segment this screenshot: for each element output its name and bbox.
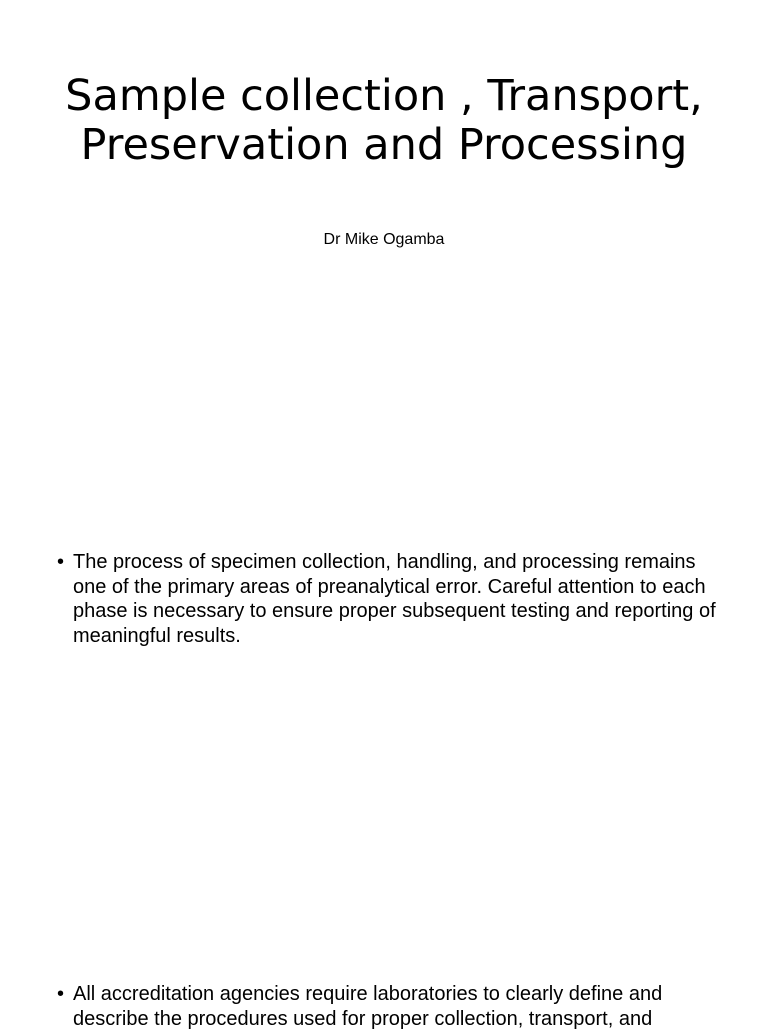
author-subtitle: Dr Mike Ogamba xyxy=(323,231,445,248)
bullet-dot: • xyxy=(57,551,65,573)
title-slide xyxy=(0,0,768,432)
bullet-dot: • xyxy=(57,983,65,1005)
bullet-text: All accreditation agencies require laboratories to clearly define and describe the procedures used for proper collection, transport, and xyxy=(73,983,663,1030)
bullet-text: The process of specimen collection, handling, and processing remains one of the primary areas of preanalytical error. Careful attention to each phase is necessary to ensure proper subsequent testing and reporting of meaningful results. xyxy=(73,551,716,647)
bullet-item xyxy=(57,550,717,648)
content-slide-accreditation xyxy=(0,864,768,1030)
slide-title: Sample collection , Transport, Preservation and Processing xyxy=(65,71,703,170)
content-slide-specimen-process xyxy=(0,432,768,864)
